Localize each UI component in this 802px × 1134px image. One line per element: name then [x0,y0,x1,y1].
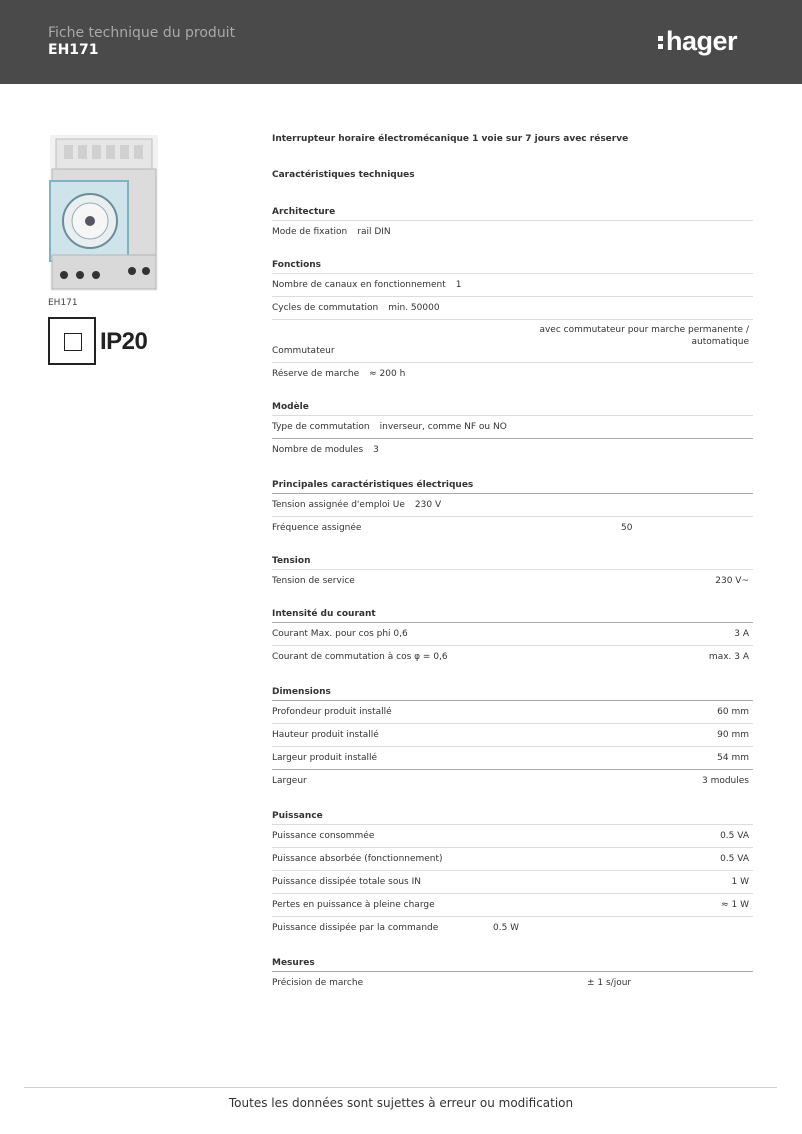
logo-dots-icon [658,30,664,50]
spec-label: Puissance absorbée (fonctionnement) [272,854,443,864]
spec-label: Mode de fixation [272,227,348,237]
spec-row [272,622,753,645]
spec-row [272,723,753,746]
spec-value: 0.5 VA [720,831,749,841]
spec-value: 0.5 VA [720,854,749,864]
spec-label: Largeur [272,776,307,786]
spec-label: Hauteur produit installé [272,730,379,740]
spec-row [272,220,753,243]
spec-row [272,746,753,769]
spec-value: 230 V~ [715,576,749,586]
section-title: Architecture [272,207,336,217]
section-title: Fonctions [272,260,322,270]
section-title: Puissance [272,811,323,821]
spec-subtitle: Caractéristiques techniques [272,170,415,180]
section-architecture [272,204,753,243]
spec-label: Cycles de commutation [272,303,379,313]
footer-divider [24,1087,777,1088]
spec-value: 3 A [734,629,749,639]
spec-label: Nombre de modules [272,445,364,455]
product-image [48,133,160,293]
spec-label: Profondeur produit installé [272,707,392,717]
section-title: Modèle [272,402,309,412]
spec-row [272,645,753,668]
spec-row [272,971,753,994]
section-modele [272,399,753,461]
spec-label: Courant de commutation à cos φ = 0,6 [272,652,448,662]
section-courant [272,606,753,668]
spec-value: 54 mm [717,753,749,763]
spec-label: Type de commutation [272,422,370,432]
section-electrical [272,477,753,539]
spec-label: Nombre de canaux en fonctionnement [272,280,446,290]
product-title: Interrupteur horaire électromécanique 1 voie sur 7 jours avec réserve [272,134,629,144]
section-title: Mesures [272,958,315,968]
spec-value: 1 [455,280,462,290]
spec-row [272,824,753,847]
spec-row [272,569,753,592]
section-dimensions [272,684,753,792]
spec-label: Largeur produit installé [272,753,378,763]
spec-value: 0.5 W [493,923,520,933]
spec-value: 50 [621,523,633,533]
spec-label: Fréquence assignée [272,523,362,533]
document-type: Fiche technique du produit [48,25,236,41]
image-caption: EH171 [48,298,78,308]
spec-value: inverseur, comme NF ou NO [379,422,507,432]
spec-row [272,769,753,792]
page-header [0,0,802,84]
footer-disclaimer: Toutes les données sont sujettes à erreur ou modification [228,1096,574,1110]
ip-rating: IP20 [100,328,148,355]
spec-row [272,516,753,539]
spec-row [272,438,753,461]
section-title: Dimensions [272,687,331,697]
spec-value: ± 1 s/jour [587,978,632,988]
spec-label: Pertes en puissance à pleine charge [272,900,435,910]
spec-row [272,415,753,438]
spec-row [272,273,753,296]
spec-row [272,700,753,723]
spec-value: 3 [373,445,379,455]
section-tension [272,553,753,592]
spec-value: ≈ 200 h [369,369,406,379]
section-puissance [272,808,753,939]
spec-row [272,493,753,516]
spec-label: Puissance dissipée par la commande [272,923,439,933]
spec-label: Tension de service [272,576,355,586]
spec-content [272,126,753,994]
section-fonctions [272,257,753,385]
spec-row [272,870,753,893]
section-title: Tension [272,556,311,566]
section-title: Intensité du courant [272,609,376,619]
spec-value: ≈ 1 W [721,900,749,910]
spec-value: 90 mm [717,730,749,740]
spec-value: 230 V [414,500,442,510]
spec-label: Commutateur [272,346,335,356]
section-mesures [272,955,753,994]
spec-row [272,847,753,870]
spec-value: 60 mm [717,707,749,717]
section-title: Principales caractéristiques électriques [272,480,474,490]
protection-class-icon [48,317,96,365]
spec-row [272,916,753,939]
spec-value: avec commutateur pour marche permanente / automatique [539,325,749,347]
spec-row [272,362,753,385]
product-reference: EH171 [48,42,99,58]
spec-value: 1 W [731,877,749,887]
spec-label: Puissance dissipée totale sous IN [272,877,421,887]
spec-label: Tension assignée d'emploi Ue [272,500,405,510]
spec-row [272,893,753,916]
spec-value: min. 50000 [388,303,440,313]
spec-row [272,319,753,362]
spec-label: Réserve de marche [272,369,360,379]
spec-value: rail DIN [357,227,391,237]
hager-logo [658,26,737,57]
spec-label: Puissance consommée [272,831,375,841]
logo-text: hager [666,26,738,56]
spec-label: Précision de marche [272,978,364,988]
spec-row [272,296,753,319]
spec-value: max. 3 A [708,652,749,662]
spec-value: 3 modules [701,776,749,786]
spec-label: Courant Max. pour cos phi 0,6 [272,629,408,639]
